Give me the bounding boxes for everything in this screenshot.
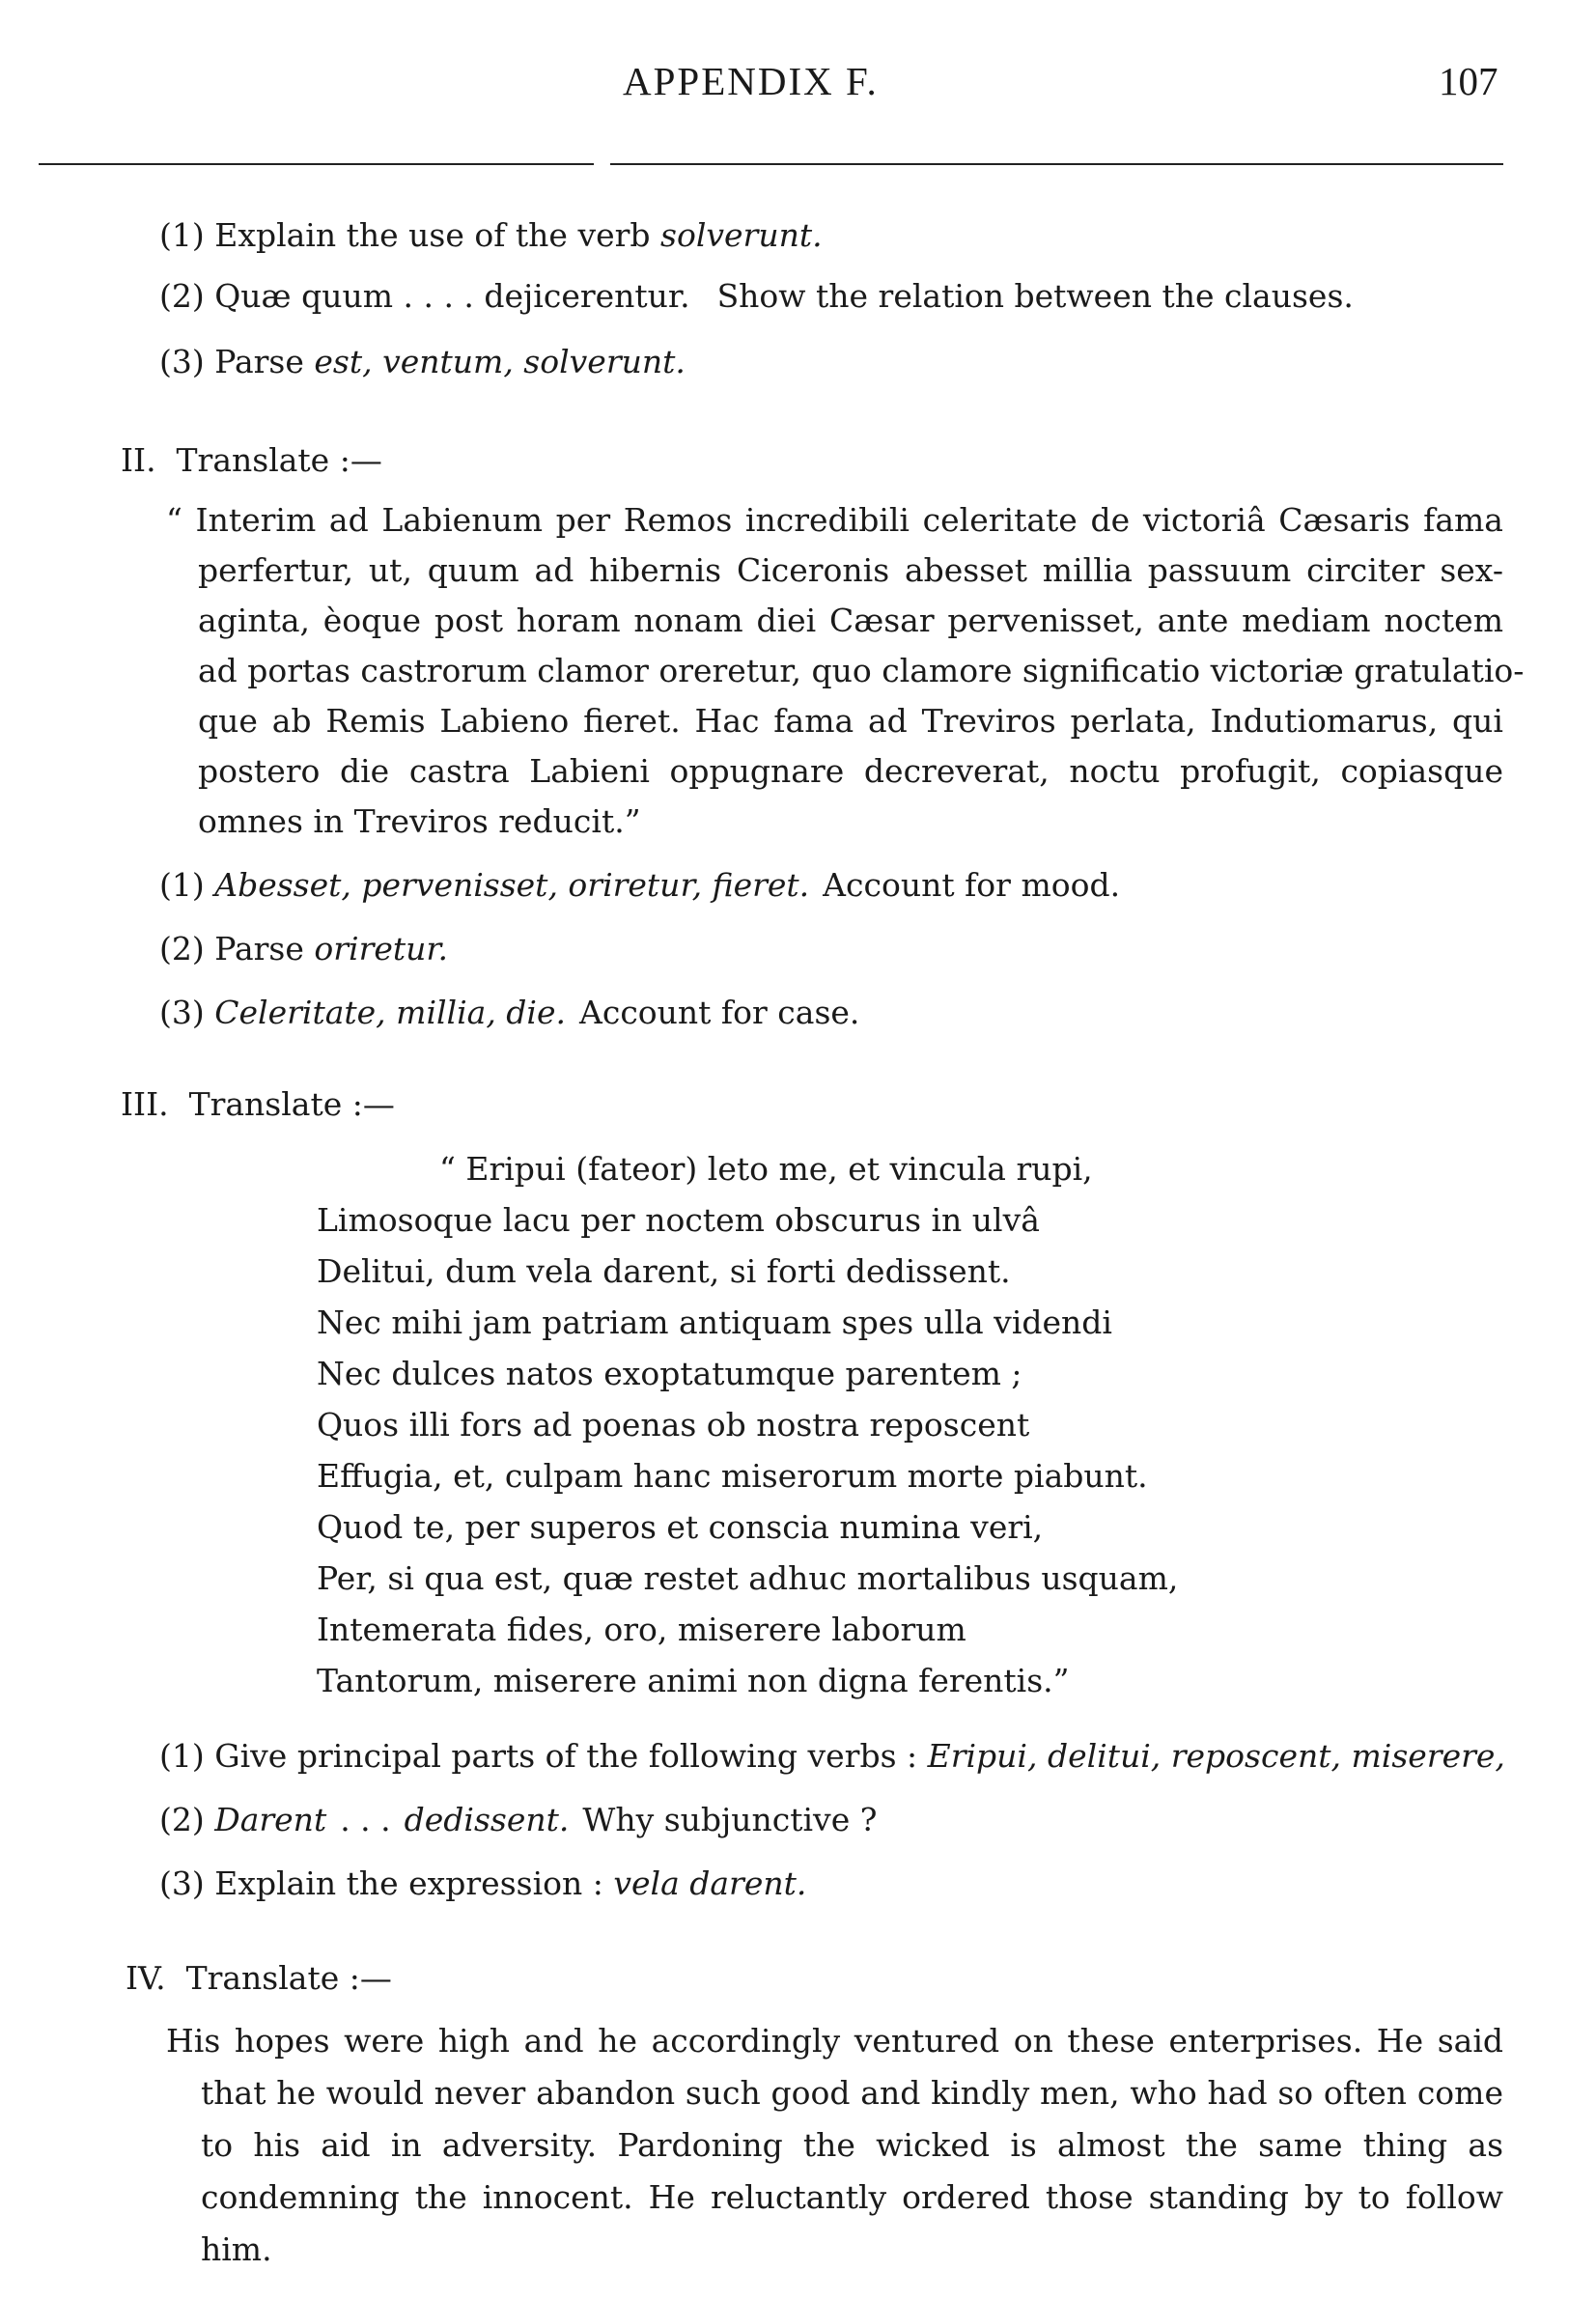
section-II-passage-line-5: que ab Remis Labieno fieret. Hac fama ad Treviros perlata, Indutiomarus, qui bbox=[198, 702, 1503, 740]
section-II-heading: II. Translate :— bbox=[121, 441, 382, 479]
verse-line-8: Quod te, per superos et conscia numina veri, bbox=[317, 1508, 1044, 1546]
verse-line-1: “ Eripui (fateor) leto me, et vincula rupi, bbox=[439, 1150, 1093, 1188]
verse-line-5: Nec dulces natos exoptatumque parentem ; bbox=[317, 1355, 1022, 1392]
verse-line-3: Delitui, dum vela darent, si forti dedissent. bbox=[317, 1252, 1011, 1290]
section-II-passage-line-2: perfertur, ut, quum ad hibernis Ciceronis abesset millia passuum circiter sex- bbox=[198, 551, 1503, 589]
verse-line-9: Per, si qua est, quæ restet adhuc mortalibus usquam, bbox=[317, 1559, 1179, 1597]
section-II-passage-line-3: aginta, èoque post horam nonam diei Cæsar pervenisset, ante mediam noctem bbox=[198, 602, 1503, 639]
page-number: 107 bbox=[1439, 59, 1498, 103]
section-III-question-1: (1) Give principal parts of the following verbs : Eripui, delitui, reposcent, miserere, bbox=[159, 1737, 1505, 1775]
section-II-passage-line-4: ad portas castrorum clamor oreretur, quo clamore significatio victoriæ gratulatio- bbox=[198, 652, 1525, 689]
section-II-question-3: (3) Celeritate, millia, die. Account for case. bbox=[159, 994, 860, 1031]
header-rule-left bbox=[39, 163, 594, 165]
section-III-question-2: (2) Darent . . . dedissent. Why subjunctive ? bbox=[159, 1801, 878, 1838]
verse-line-7: Effugia, et, culpam hanc miserorum morte piabunt. bbox=[317, 1457, 1148, 1495]
question-top-1: (1) Explain the use of the verb solverunt. bbox=[159, 216, 823, 254]
section-II-passage-line-6: postero die castra Labieni oppugnare decreverat, noctu profugit, copiasque bbox=[198, 752, 1503, 790]
verse-line-4: Nec mihi jam patriam antiquam spes ulla videndi bbox=[317, 1304, 1112, 1341]
section-IV-passage-line-1: His hopes were high and he accordingly ventured on these enterprises. He said bbox=[166, 2022, 1503, 2060]
verse-line-10: Intemerata fides, oro, miserere laborum bbox=[317, 1611, 966, 1648]
section-II-question-1: (1) Abesset, pervenisset, oriretur, fieret. Account for mood. bbox=[159, 866, 1121, 904]
section-II-passage-line-1: “ Interim ad Labienum per Remos incredibili celeritate de victoriâ Cæsaris fama bbox=[166, 501, 1503, 539]
section-II-passage-line-7: omnes in Treviros reducit.” bbox=[198, 802, 641, 840]
section-IV-passage-line-3: to his aid in adversity. Pardoning the wicked is almost the same thing as bbox=[201, 2126, 1503, 2164]
question-top-3: (3) Parse est, ventum, solverunt. bbox=[159, 343, 686, 380]
verse-line-2: Limosoque lacu per noctem obscurus in ulvâ bbox=[317, 1201, 1040, 1239]
section-IV-passage-line-4: condemning the innocent. He reluctantly ordered those standing by to follow bbox=[201, 2178, 1503, 2216]
section-III-question-3: (3) Explain the expression : vela darent. bbox=[159, 1864, 807, 1902]
section-IV-heading: IV. Translate :— bbox=[126, 1959, 392, 1997]
question-top-2: (2) Quæ quum . . . . dejicerentur. Show the relation between the clauses. bbox=[159, 277, 1354, 315]
section-III-heading: III. Translate :— bbox=[121, 1085, 395, 1123]
header-rule-right bbox=[610, 163, 1503, 165]
section-IV-passage-line-5: him. bbox=[201, 2230, 272, 2268]
verse-line-11: Tantorum, miserere animi non digna ferentis.” bbox=[317, 1662, 1070, 1699]
running-header-title: APPENDIX F. bbox=[623, 59, 879, 103]
section-II-question-2: (2) Parse oriretur. bbox=[159, 930, 449, 967]
section-IV-passage-line-2: that he would never abandon such good and kindly men, who had so often come bbox=[201, 2074, 1503, 2112]
verse-line-6: Quos illi fors ad poenas ob nostra reposcent bbox=[317, 1406, 1030, 1444]
